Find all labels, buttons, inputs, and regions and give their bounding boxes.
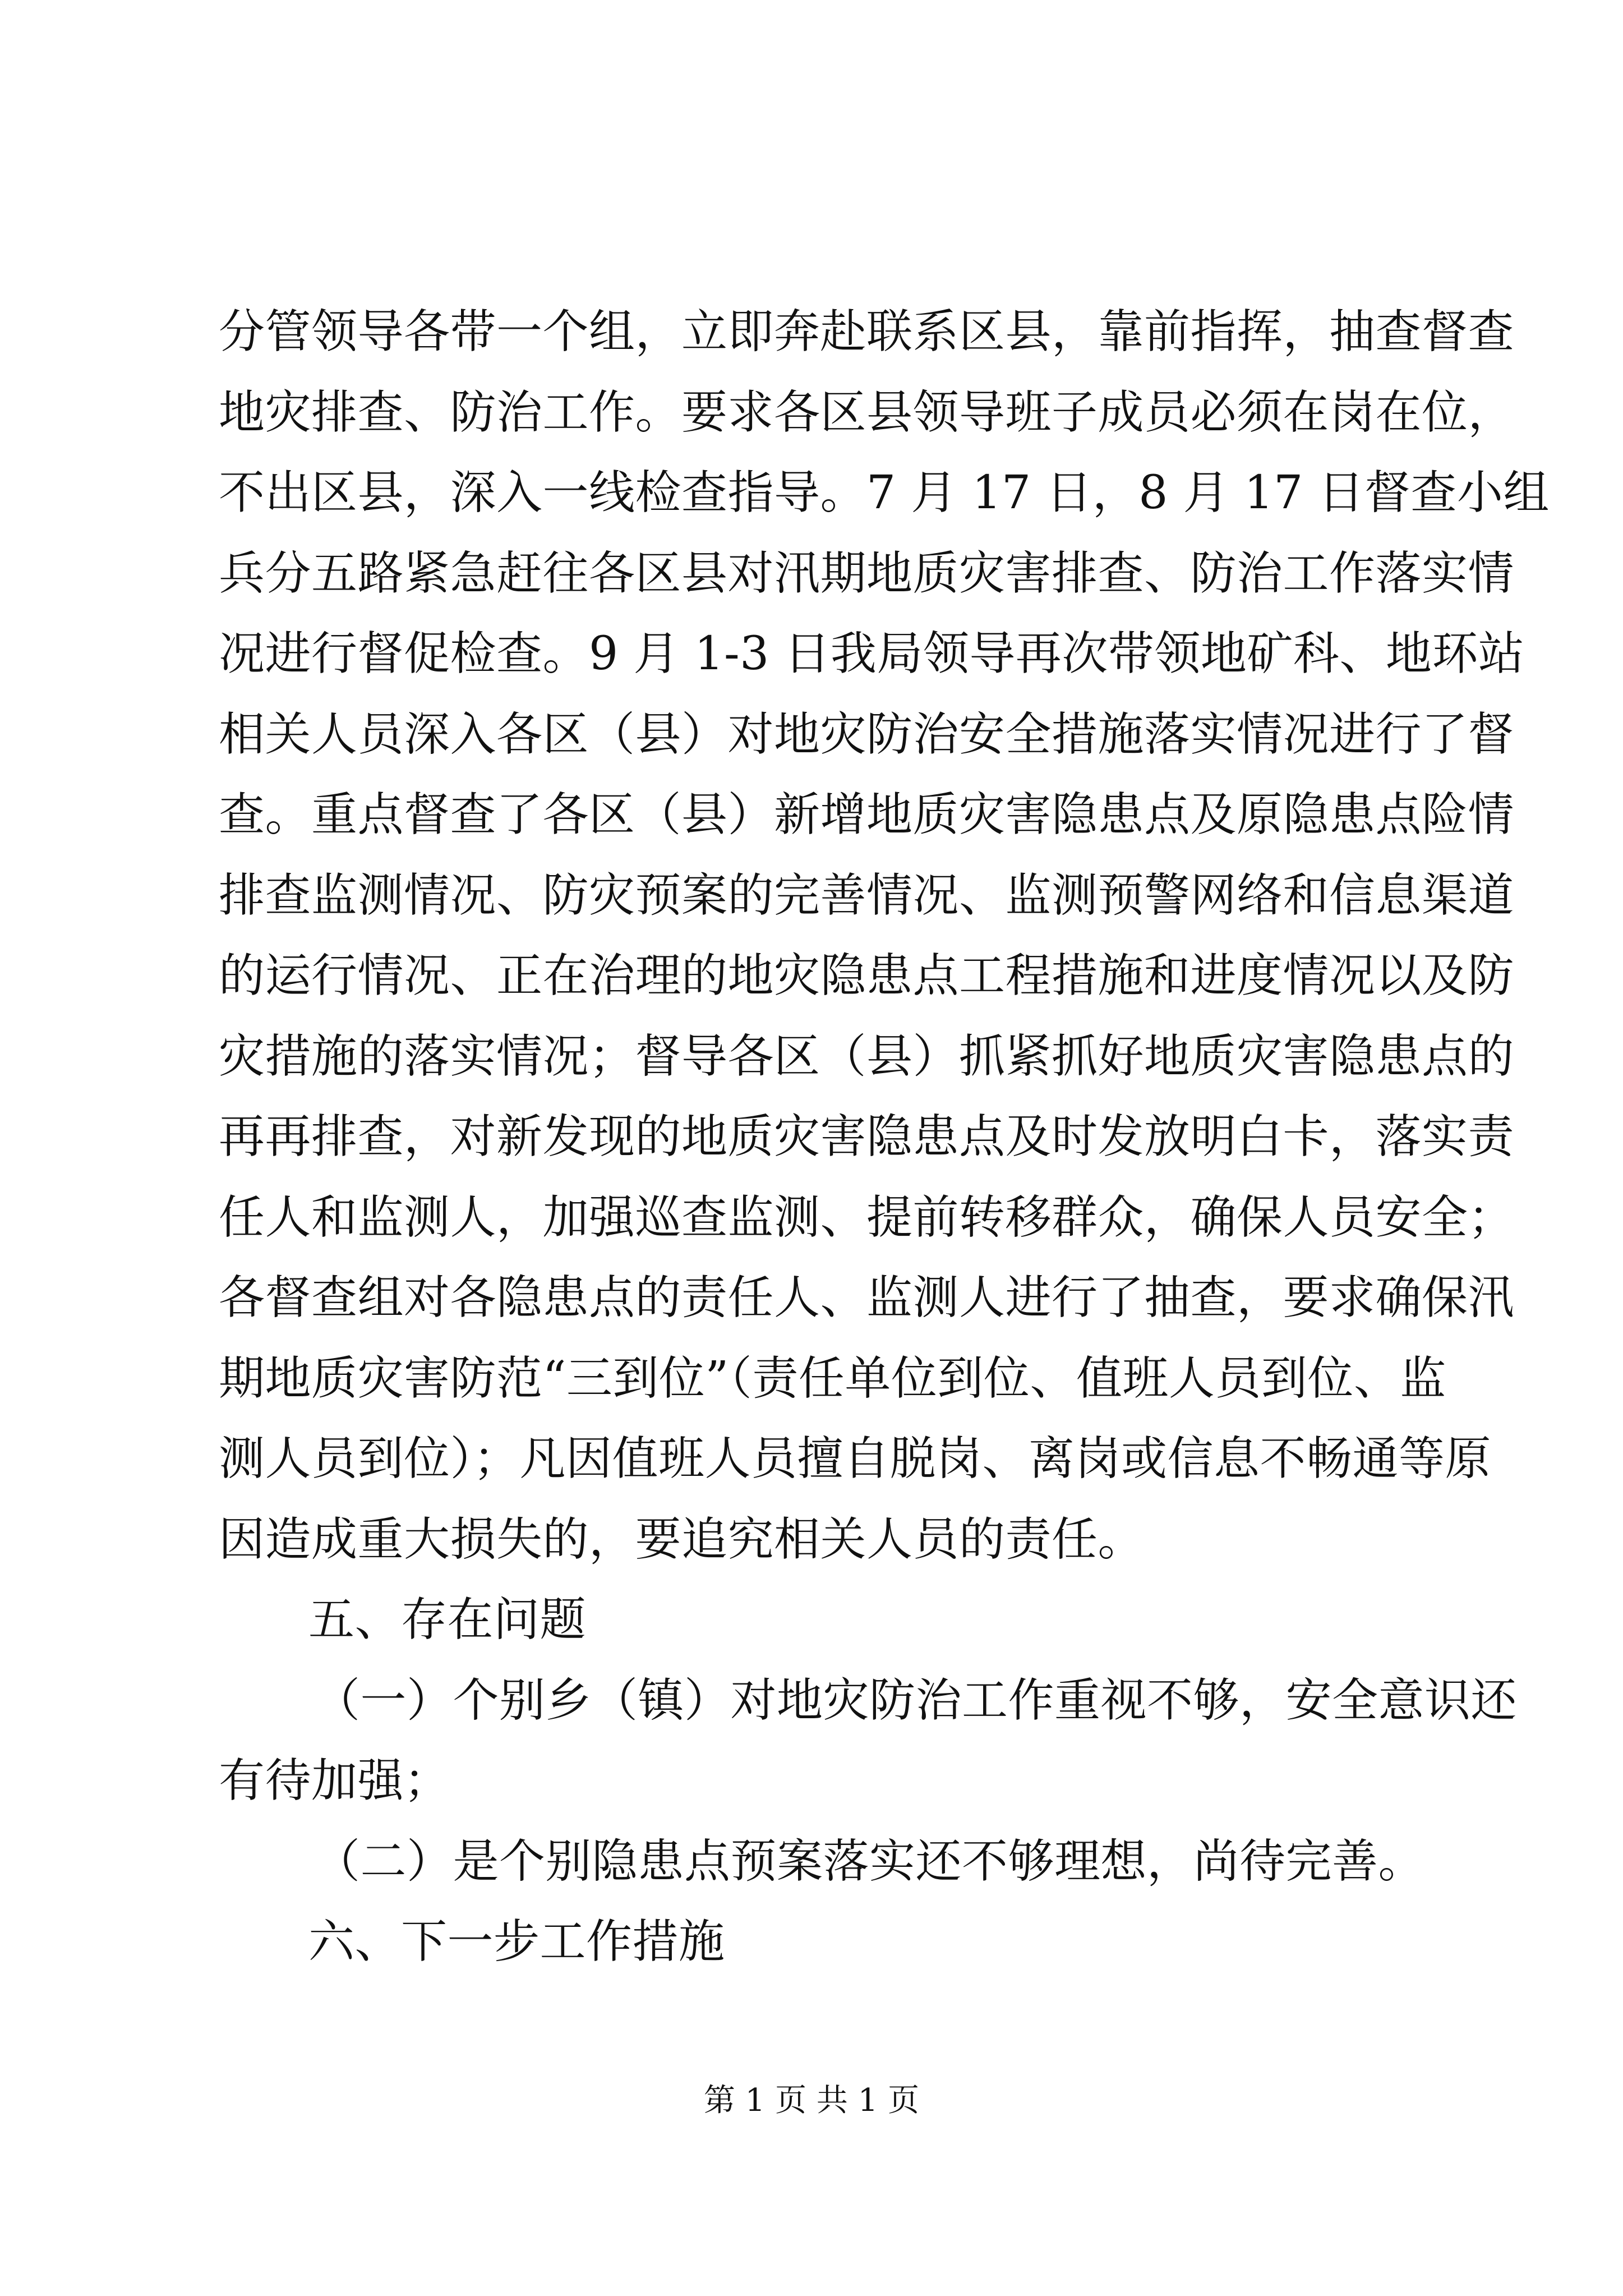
paragraph-line: 兵分五路紧急赶往各区县对汛期地质灾害排查、防治工作落实情 bbox=[219, 546, 1515, 600]
paragraph-line: 的运行情况、正在治理的地灾隐患点工程措施和进度情况以及防 bbox=[219, 949, 1515, 1002]
section-heading: 六、下一步工作措施 bbox=[308, 1915, 725, 1968]
paragraph-line: 地灾排查、防治工作。要求各区县领导班子成员必须在岗在位， bbox=[219, 385, 1515, 439]
body-text bbox=[219, 292, 1550, 1982]
list-item-continuation: 有待加强； bbox=[219, 1754, 450, 1807]
list-item: （二）是个别隐患点预案落实还不够理想，尚待完善。 bbox=[314, 1834, 1425, 1888]
paragraph-line: 查。重点督查了各区（县）新增地质灾害隐患点及原隐患点险情 bbox=[219, 788, 1515, 841]
paragraph-line: 任人和监测人，加强巡查监测、提前转移群众，确保人员安全； bbox=[219, 1190, 1515, 1244]
paragraph-line: 分管领导各带一个组，立即奔赴联系区县，靠前指挥，抽查督查 bbox=[219, 305, 1515, 358]
paragraph-line: 各督查组对各隐患点的责任人、监测人进行了抽查，要求确保汛 bbox=[219, 1271, 1515, 1324]
paragraph-line: 测人员到位）；凡因值班人员擅自脱岗、离岗或信息不畅通等原 bbox=[219, 1432, 1492, 1485]
page-footer: 第 1 页 共 1 页 bbox=[703, 2082, 920, 2119]
paragraph-line: 相关人员深入各区（县）对地灾防治安全措施落实情况进行了督 bbox=[219, 707, 1515, 761]
list-item: （一）个别乡（镇）对地灾防治工作重视不够，安全意识还 bbox=[314, 1673, 1518, 1727]
section-heading: 五、存在问题 bbox=[308, 1593, 587, 1646]
paragraph-line: 再再排查，对新发现的地质灾害隐患点及时发放明白卡，落实责 bbox=[219, 1110, 1515, 1163]
paragraph-line: 排查监测情况、防灾预案的完善情况、监测预警网络和信息渠道 bbox=[219, 868, 1515, 922]
paragraph-line: 因造成重大损失的，要追究相关人员的责任。 bbox=[219, 1512, 1145, 1566]
paragraph-line: 况进行督促检查。9 月 1-3 日我局领导再次带领地矿科、地环站 bbox=[219, 627, 1525, 680]
paragraph-line: 不出区县，深入一线检查指导。7 月 17 日，8 月 17 日督查小组 bbox=[219, 466, 1550, 519]
paragraph-line: 期地质灾害防范“三到位”（责任单位到位、值班人员到位、监 bbox=[219, 1351, 1446, 1405]
paragraph-line: 灾措施的落实情况；督导各区（县）抓紧抓好地质灾害隐患点的 bbox=[219, 1029, 1515, 1083]
